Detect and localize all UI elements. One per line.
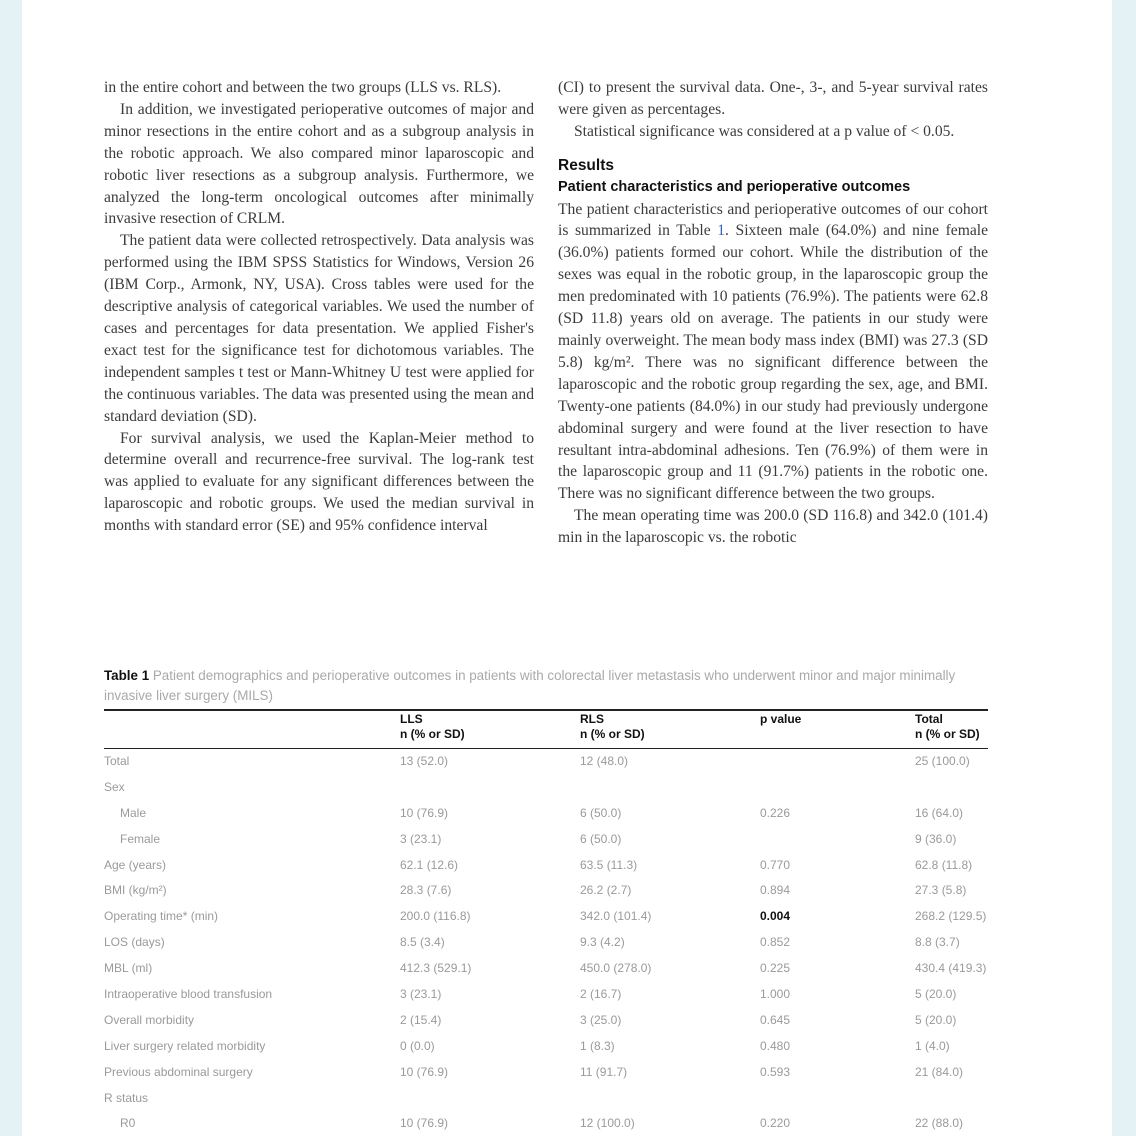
left-text-column — [104, 77, 534, 537]
header-cell-p-value: p value — [760, 712, 802, 726]
table-cell: 0.894 — [760, 883, 791, 898]
table-cell: Intraoperative blood transfusion — [104, 986, 273, 1001]
table-cell: 6 (50.0) — [580, 805, 622, 820]
table-cell — [400, 774, 580, 800]
table-cell: 1 (4.0) — [915, 1038, 950, 1053]
table-caption — [104, 666, 994, 706]
right-text-column — [558, 77, 988, 549]
table-cell — [580, 774, 760, 800]
table-row — [104, 774, 988, 800]
table-cell: R status — [104, 1090, 149, 1105]
paragraph: The patient data were collected retrospectively. Data analysis was performed using the IBM SPSS Statistics for Windows, Version 26 (IBM Corp., Armonk, NY, USA). Cross tables were used for the descriptive analysis of categorical variables. We used the number of cases and percentages for data presentation. We applied Fisher's exact test for the significance test for dichotomous variables. The independent samples t test or Mann-Whitney U test were applied for the continuous variables. The data was presented using the mean and standard deviation (SD). — [104, 232, 534, 425]
table-row — [104, 826, 988, 852]
table-cell: 0.852 — [760, 935, 791, 950]
subsection-heading: Patient characteristics and perioperative outcomes — [558, 178, 911, 195]
table-row — [104, 800, 988, 826]
table-cell — [580, 1085, 760, 1111]
table-cell: LOS (days) — [104, 935, 165, 950]
table-cell: Overall morbidity — [104, 1012, 195, 1027]
table-cell: Sex — [104, 779, 125, 794]
header-cell-rls: RLS n (% or SD) — [580, 712, 645, 741]
table-cell: Male — [120, 805, 147, 820]
paragraph: Statistical significance was considered at a p value of < 0.05. — [574, 122, 955, 140]
table-row — [104, 903, 988, 929]
table-cell — [760, 826, 915, 852]
table-cell: 3 (23.1) — [400, 831, 442, 846]
table-row — [104, 1110, 988, 1136]
table-cell: Age (years) — [104, 857, 167, 872]
table-cell: 430.4 (419.3) — [915, 961, 987, 976]
table-cell — [760, 774, 915, 800]
table-cell: 9 (36.0) — [915, 831, 957, 846]
table-cell: 0 (0.0) — [400, 1038, 435, 1053]
table-row — [104, 929, 988, 955]
header-cell — [104, 712, 400, 748]
table-cell: 450.0 (278.0) — [580, 961, 652, 976]
table-cell: 342.0 (101.4) — [580, 909, 652, 924]
paragraph: For survival analysis, we used the Kaplan-Meier method to determine overall and recurrence-free survival. The log-rank test was applied to evaluate for any significant differences between the laparoscopic and robotic groups. We used the median survival in months with standard error (SE) and 95% confidence interval — [104, 429, 534, 535]
paragraph: (CI) to present the survival data. One-, 3-, and 5-year survival rates were given as percentages. — [558, 79, 988, 118]
table-label: Table 1 — [104, 668, 150, 683]
table-cell: 12 (48.0) — [580, 753, 629, 768]
table-cell: 8.5 (3.4) — [400, 935, 445, 950]
table-cell: 3 (23.1) — [400, 986, 442, 1001]
table-cell: 8.8 (3.7) — [915, 935, 960, 950]
table-cell: 5 (20.0) — [915, 986, 957, 1001]
table-cell: Operating time* (min) — [104, 909, 219, 924]
table-cell: MBL (ml) — [104, 961, 153, 976]
table-cell: 62.1 (12.6) — [400, 857, 459, 872]
table-cell — [915, 774, 988, 800]
table-cell: 12 (100.0) — [580, 1116, 635, 1131]
paragraph-text: The patient characteristics and perioperative outcomes of our cohort is summarized in Table — [558, 200, 988, 240]
table-cell: 1.000 — [760, 986, 791, 1001]
table-cell: 10 (76.9) — [400, 805, 449, 820]
table-cell — [760, 1085, 915, 1111]
table-caption-text: Patient demographics and perioperative outcomes in patients with colorectal liver metastasis who underwent minor and major minimally invasive liver surgery (MILS) — [104, 668, 956, 703]
table-cell: Total — [104, 753, 130, 768]
table-cell: 2 (15.4) — [400, 1012, 442, 1027]
table-cell — [760, 748, 915, 774]
table-cell: 0.226 — [760, 805, 791, 820]
table-cell: 0.220 — [760, 1116, 791, 1131]
table-cell: 10 (76.9) — [400, 1116, 449, 1131]
table-cell: 2 (16.7) — [580, 986, 622, 1001]
table-cell: 26.2 (2.7) — [580, 883, 632, 898]
table-cell: 200.0 (116.8) — [400, 909, 471, 924]
table-reference-link[interactable]: 1 — [717, 222, 726, 240]
table-cell: 0.225 — [760, 961, 791, 976]
table-row — [104, 1033, 988, 1059]
table-cell: Female — [120, 831, 161, 846]
table-cell: 412.3 (529.1) — [400, 961, 472, 976]
table-cell: 5 (20.0) — [915, 1012, 957, 1027]
table-cell: 16 (64.0) — [915, 805, 964, 820]
table-cell: 268.2 (129.5) — [915, 909, 987, 924]
table-cell: 0.004 — [760, 909, 791, 924]
table-cell: 21 (84.0) — [915, 1064, 964, 1079]
table-row — [104, 852, 988, 878]
table-cell: Liver surgery related morbidity — [104, 1038, 266, 1053]
table-cell: Previous abdominal surgery — [104, 1064, 253, 1079]
table-cell: 22 (88.0) — [915, 1116, 964, 1131]
header-cell-lls: LLS n (% or SD) — [400, 712, 465, 741]
paragraph: in the entire cohort and between the two groups (LLS vs. RLS). — [104, 79, 502, 96]
table-row — [104, 748, 988, 774]
data-table — [104, 712, 988, 1136]
table-cell: 3 (25.0) — [580, 1012, 622, 1027]
table-row — [104, 955, 988, 981]
table-row — [104, 1007, 988, 1033]
table-cell — [915, 1085, 988, 1111]
table-cell: 0.645 — [760, 1012, 791, 1027]
table-row — [104, 1085, 988, 1111]
table-cell: 62.8 (11.8) — [915, 857, 973, 872]
table-cell: 13 (52.0) — [400, 753, 449, 768]
table-cell: 25 (100.0) — [915, 753, 970, 768]
paragraph-text: . Sixteen male (64.0%) and nine female (36.0%) patients formed our cohort. While the distribution of the sexes was equal in the robotic group, in the laparoscopic group the men predominated with 10 patients (76.9%). The patients were 62.8 (SD 11.8) years old on average. The patients in our study were mainly overweight. The mean body mass index (BMI) was 27.3 (SD 5.8) kg/m². There was no significant difference between the laparoscopic and the robotic group regarding the sex, age, and BMI. Twenty-one patients (84.0%) in our study had previously undergone abdominal surgery and were found at the liver resection to have resultant intra-abdominal adhesions. Ten (76.9%) of them were in the laparoscopic group and 11 (91.7%) patients in the robotic one. There was no significant difference between the two groups. — [558, 222, 988, 503]
paragraph: The mean operating time was 200.0 (SD 116.8) and 342.0 (101.4) min in the laparoscopic vs. the robotic — [558, 507, 988, 547]
table-top-rule — [104, 709, 988, 711]
header-cell-total: Total n (% or SD) — [915, 712, 980, 741]
table-cell: 0.480 — [760, 1038, 791, 1053]
table-cell: 63.5 (11.3) — [580, 857, 638, 872]
table-cell: 1 (8.3) — [580, 1038, 615, 1053]
table-cell: 0.593 — [760, 1064, 791, 1079]
table-cell: 9.3 (4.2) — [580, 935, 625, 950]
table-row — [104, 1059, 988, 1085]
paragraph: In addition, we investigated perioperative outcomes of major and minor resections in the entire cohort and as a subgroup analysis in the robotic approach. We also compared minor laparoscopic and robotic liver resections as a subgroup analysis. Furthermore, we analyzed the long-term oncological outcomes after minimally invasive resection of CRLM. — [104, 100, 534, 228]
table-cell: 27.3 (5.8) — [915, 883, 967, 898]
table-row — [104, 877, 988, 903]
table-cell: 10 (76.9) — [400, 1064, 449, 1079]
paragraph — [558, 199, 988, 506]
table-cell: 6 (50.0) — [580, 831, 622, 846]
table-cell: BMI (kg/m²) — [104, 883, 167, 898]
table-header-row — [104, 712, 988, 748]
table-cell: 11 (91.7) — [580, 1064, 628, 1079]
table-cell: 28.3 (7.6) — [400, 883, 452, 898]
table-row — [104, 981, 988, 1007]
table-cell: 0.770 — [760, 857, 791, 872]
section-heading: Results — [558, 156, 614, 174]
table-cell: R0 — [120, 1116, 136, 1131]
table-cell — [400, 1085, 580, 1111]
